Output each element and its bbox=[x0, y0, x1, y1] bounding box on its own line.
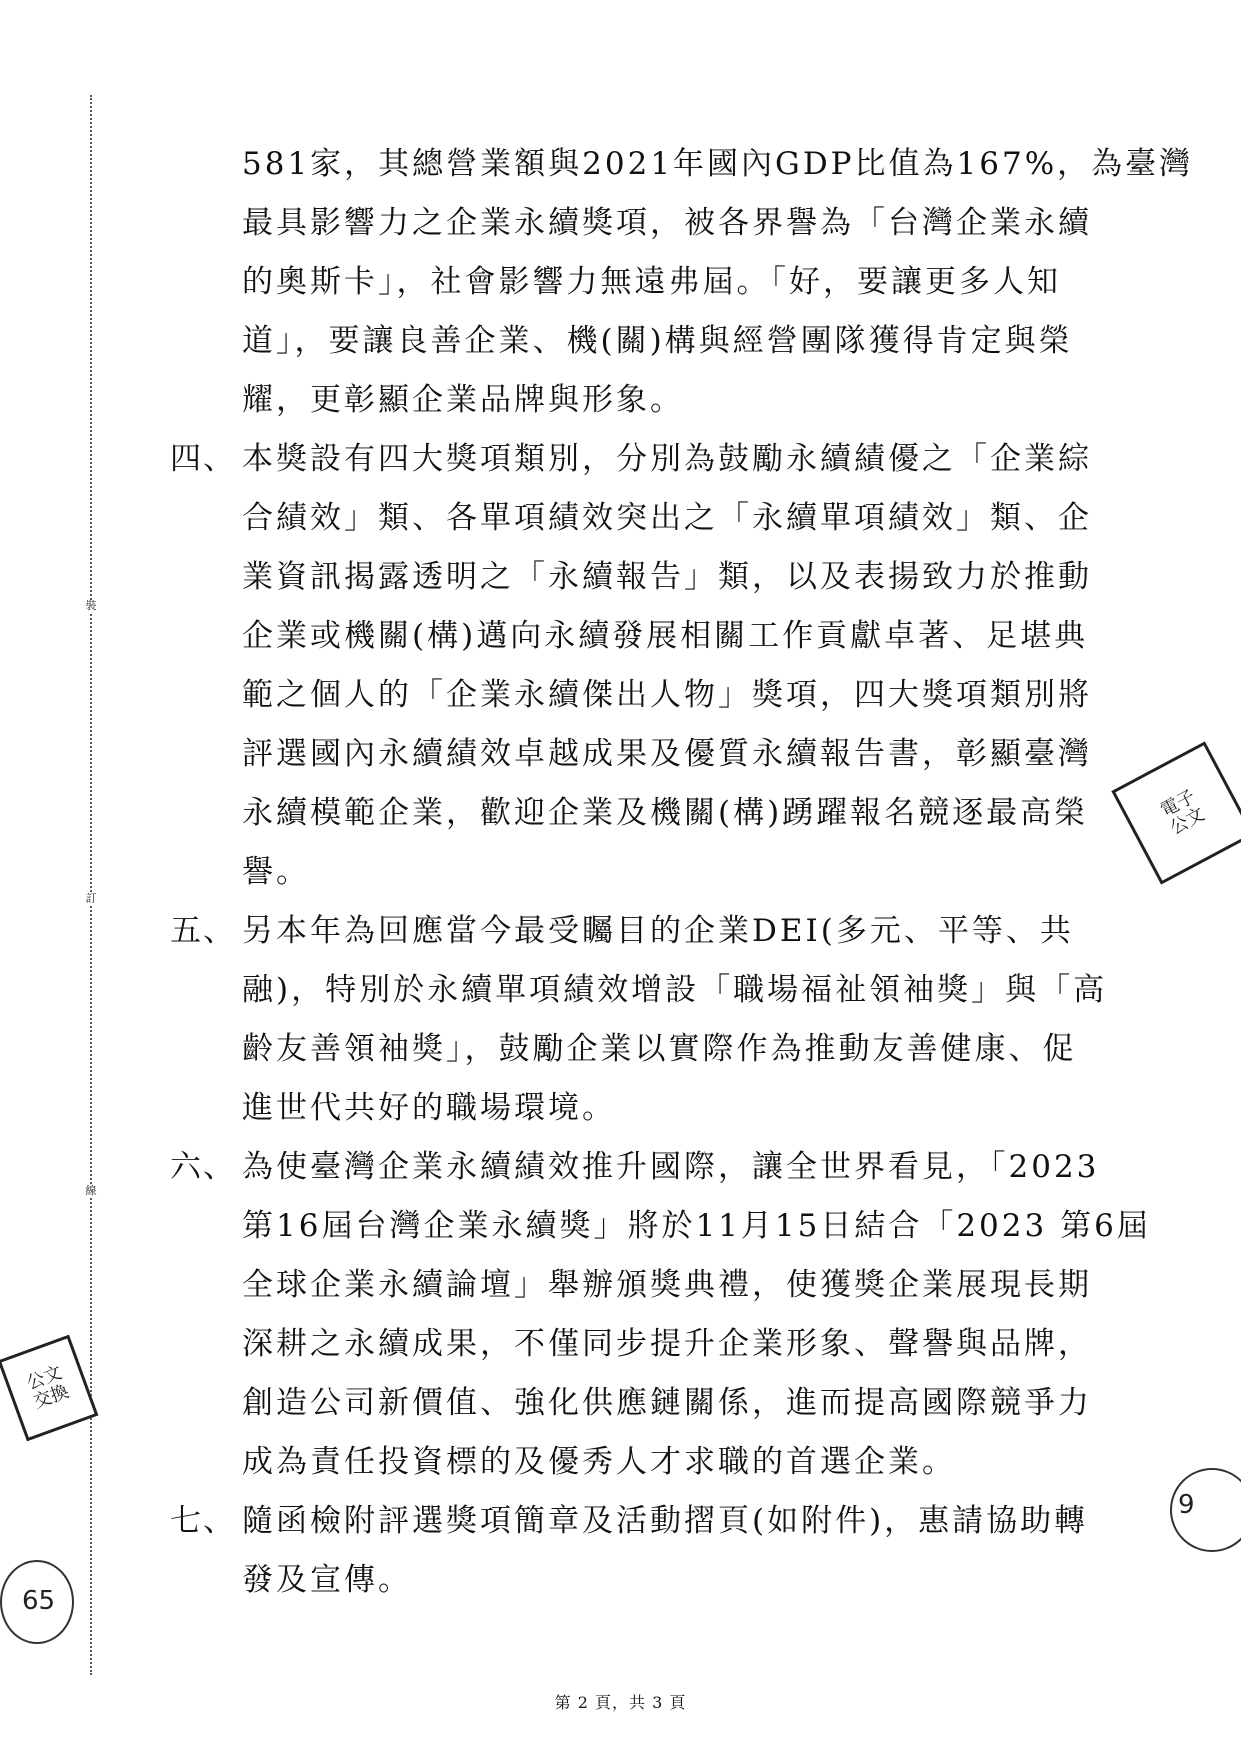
exchange-stamp-right-text: 電子公文 bbox=[1157, 786, 1209, 840]
paragraph-line bbox=[170, 1256, 1100, 1315]
paragraph-line bbox=[170, 548, 1100, 607]
paragraph-line bbox=[170, 1492, 1100, 1551]
line-text: 深耕之永續成果，不僅同步提升企業形象、聲譽與品牌， bbox=[242, 1326, 1092, 1362]
paragraph-line bbox=[170, 1315, 1100, 1374]
line-text: 永續模範企業，歡迎企業及機關(構)踴躍報名競逐最高榮 bbox=[242, 795, 1089, 831]
item-number: 七、 bbox=[170, 1503, 236, 1539]
paragraph-line bbox=[170, 312, 1100, 371]
line-text: 581家，其總營業額與2021年國內GDP比值為167%，為臺灣 bbox=[242, 146, 1194, 182]
paragraph-line bbox=[170, 135, 1194, 194]
item-number: 六、 bbox=[170, 1149, 236, 1185]
binding-mark-zhuang: 裝 bbox=[85, 599, 97, 612]
line-text: 齡友善領袖獎」，鼓勵企業以實際作為推動友善健康、促 bbox=[242, 1031, 1077, 1067]
line-text: 發及宣傳。 bbox=[242, 1562, 412, 1598]
binding-mark-xian: 線 bbox=[85, 1184, 97, 1197]
line-text: 進世代共好的職場環境。 bbox=[242, 1090, 616, 1126]
line-text: 範之個人的「企業永續傑出人物」獎項，四大獎項類別將 bbox=[242, 677, 1092, 713]
exchange-stamp-left bbox=[0, 1335, 98, 1442]
paragraph-line bbox=[170, 371, 1100, 430]
paragraph-line bbox=[170, 607, 1100, 666]
line-text: 第16屆台灣企業永續獎」將於11月15日結合「2023 第6屆 bbox=[242, 1208, 1151, 1244]
seal-right-number: 9 bbox=[1178, 1490, 1195, 1520]
paragraph-line bbox=[170, 725, 1100, 784]
line-text: 的奧斯卡」，社會影響力無遠弗屆。「好，要讓更多人知 bbox=[242, 264, 1061, 300]
line-text: 隨函檢附評選獎項簡章及活動摺頁(如附件)，惠請協助轉 bbox=[242, 1503, 1089, 1539]
paragraph-line bbox=[170, 253, 1100, 312]
paragraph-line bbox=[170, 1020, 1100, 1079]
paragraph-line bbox=[170, 194, 1100, 253]
line-text: 為使臺灣企業永續績效推升國際，讓全世界看見，「2023 bbox=[242, 1149, 1100, 1185]
paragraph-line bbox=[170, 784, 1100, 843]
line-text: 譽。 bbox=[242, 854, 310, 890]
paragraph-line bbox=[170, 1433, 1100, 1492]
item-number: 五、 bbox=[170, 913, 236, 949]
page-footer: 第 2 頁，共 3 頁 bbox=[554, 1693, 687, 1712]
binding-line bbox=[90, 95, 92, 1675]
paragraph-line bbox=[170, 1551, 1100, 1610]
seal-left-number: 65 bbox=[22, 1586, 56, 1616]
line-text: 耀，更彰顯企業品牌與形象。 bbox=[242, 382, 684, 418]
line-text: 創造公司新價值、強化供應鏈關係，進而提高國際競爭力 bbox=[242, 1385, 1092, 1421]
paragraph-line bbox=[170, 902, 1100, 961]
line-text: 業資訊揭露透明之「永續報告」類，以及表揚致力於推動 bbox=[242, 559, 1092, 595]
line-text: 融)，特別於永續單項績效增設「職場福祉領袖獎」與「高 bbox=[242, 972, 1108, 1008]
line-text: 本獎設有四大獎項類別，分別為鼓勵永續績優之「企業綜 bbox=[242, 441, 1092, 477]
binding-mark-ding: 訂 bbox=[85, 892, 97, 905]
line-text: 最具影響力之企業永續獎項，被各界譽為「台灣企業永續 bbox=[242, 205, 1092, 241]
item-number: 四、 bbox=[170, 441, 236, 477]
line-text: 另本年為回應當今最受矚目的企業DEI(多元、平等、共 bbox=[242, 913, 1074, 949]
paragraph-line bbox=[170, 961, 1108, 1020]
paragraph-line bbox=[170, 1079, 1100, 1138]
paragraph-line bbox=[170, 1374, 1100, 1433]
paragraph-line bbox=[170, 666, 1100, 725]
paragraph-line bbox=[170, 843, 1100, 902]
line-text: 企業或機關(構)邁向永續發展相關工作貢獻卓著、足堪典 bbox=[242, 618, 1089, 654]
line-text: 合績效」類、各單項績效突出之「永續單項績效」類、企 bbox=[242, 500, 1092, 536]
line-text: 道」，要讓良善企業、機(關)構與經營團隊獲得肯定與榮 bbox=[242, 323, 1073, 359]
line-text: 評選國內永續績效卓越成果及優質永續報告書，彰顯臺灣 bbox=[242, 736, 1092, 772]
exchange-stamp-right bbox=[1111, 741, 1241, 884]
paragraph-line bbox=[170, 489, 1100, 548]
line-text: 成為責任投資標的及優秀人才求職的首選企業。 bbox=[242, 1444, 956, 1480]
exchange-stamp-left-text: 公文交換 bbox=[23, 1362, 72, 1413]
line-text: 全球企業永續論壇」舉辦頒獎典禮，使獲獎企業展現長期 bbox=[242, 1267, 1092, 1303]
paragraph-line bbox=[170, 1138, 1100, 1197]
paragraph-line bbox=[170, 430, 1100, 489]
paragraph-line bbox=[170, 1197, 1151, 1256]
